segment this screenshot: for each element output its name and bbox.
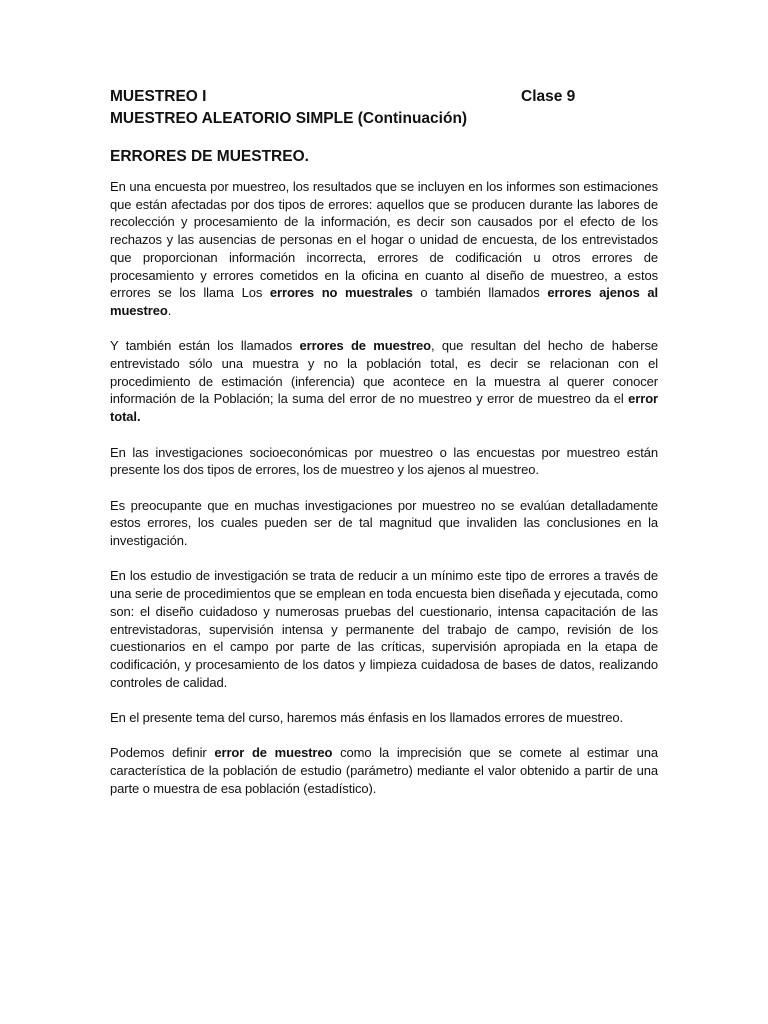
bold-term: errores ajenos al muestreo — [110, 285, 659, 318]
text-run: como la imprecisión que se comete al estimar una característica de la población de estudio (parámetro) mediante el valor obtenido a partir de una parte o muestra de esa población (estadístico). — [110, 745, 659, 796]
paragraph-course-emphasis: En el presente tema del curso, haremos más énfasis en los llamados errores de muestreo. — [110, 710, 623, 726]
paragraph-evaluation-concern: Es preocupante que en muchas investigaciones por muestreo no se evalúan detalladamente estos errores, los cuales pueden ser de tal magnitud que invaliden las conclusiones en la investigación. — [110, 497, 658, 549]
document-page — [110, 86, 658, 815]
text-run: . — [167, 302, 172, 318]
text-run: o también llamados — [412, 285, 548, 301]
paragraph-sampling-error-definition — [110, 744, 658, 797]
course-title: MUESTREO I — [110, 88, 207, 105]
document-subtitle: MUESTREO ALEATORIO SIMPLE (Continuación) — [110, 110, 468, 127]
paragraph-sampling-errors — [110, 337, 658, 426]
text-run: En una encuesta por muestreo, los resultados que se incluyen en los informes son estimaciones que están afectadas por dos tipos de errores: aquellos que se producen durante las labores de recolección y procesamiento de la información, es decir son causados por el efecto de los rechazos y las ausencias de personas en el hogar o unidad de encuesta, de los entrevistados que proporcionan información incorrecta, errores de codificación u otros errores de procesamiento y errores cometidos en la oficina en cuanto al diseño de muestreo, a estos errores se los llama Los — [110, 179, 658, 301]
paragraph-socioeconomic-surveys: En las investigaciones socioeconómicas por muestreo o las encuestas por muestreo están presente los dos tipos de errores, los de muestreo y los ajenos al muestreo. — [110, 444, 658, 478]
section-title: ERRORES DE MUESTREO. — [110, 148, 309, 165]
text-run: Y también están los llamados — [110, 338, 300, 354]
document-header — [110, 86, 658, 108]
bold-term: error total. — [110, 391, 658, 425]
text-run: Podemos definir — [110, 745, 215, 761]
bold-term: errores no muestrales — [269, 285, 413, 301]
paragraph-error-reduction: En los estudio de investigación se trata de reducir a un mínimo este tipo de errores a través de una serie de procedimientos que se emplean en toda encuesta bien diseñada y ejecutada, como son: el diseño cuidadoso y numerosas pruebas del cuestionario, intensa capacitación de las entrevistadoras, supervisión intensa y permanente del trabajo de campo, revisión de los cuestionarios en el campo por parte de las críticas, supervisión apropiada en la etapa de codificación, y procesamiento de los datos y limpieza cuidadosa de bases de datos, realizando controles de calidad. — [110, 568, 658, 690]
paragraph-non-sampling-errors — [110, 178, 658, 320]
bold-term: error de muestreo — [214, 745, 333, 761]
text-run: , que resultan del hecho de haberse entrevistado sólo una muestra y no la población total, es decir se relacionan con el procedimiento de estimación (inferencia) que acontece en la muestra al querer conocer información de la Población; la suma del error de no muestreo y error de muestreo da el — [110, 338, 658, 407]
class-number: Clase 9 — [521, 88, 576, 105]
bold-term: errores de muestreo — [299, 338, 432, 354]
